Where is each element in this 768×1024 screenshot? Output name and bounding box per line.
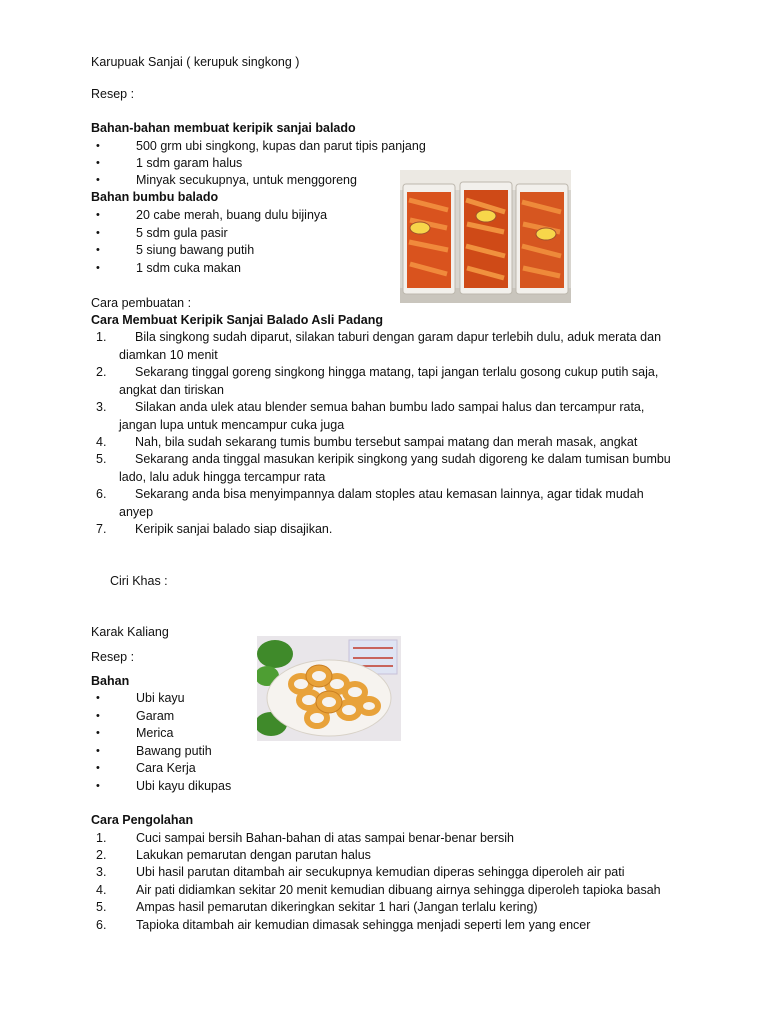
recipe1-ingredients-heading: Bahan-bahan membuat keripik sanjai balado xyxy=(91,121,356,135)
recipe1-step xyxy=(119,451,676,486)
step-number: 4. xyxy=(96,435,107,449)
recipe1-title: Karupuak Sanjai ( kerupuk singkong ) xyxy=(91,55,300,69)
ingredient-item: Minyak secukupnya, untuk menggoreng xyxy=(136,173,357,187)
recipe1-step xyxy=(119,434,676,452)
recipe2-step: Ubi hasil parutan ditambah air secukupnya kemudian diperas sehingga diperoleh air pati xyxy=(136,865,625,879)
spice-item: 1 sdm cuka makan xyxy=(136,261,241,275)
step-text: Bila singkong sudah diparut, silakan taburi dengan garam dapur terlebih dulu, aduk merata dan xyxy=(135,330,662,344)
recipe1-step xyxy=(119,364,676,399)
bullet-glyph: • xyxy=(96,262,100,274)
step-text: Keripik sanjai balado siap disajikan. xyxy=(135,522,333,536)
ingredient-item: Cara Kerja xyxy=(136,761,196,775)
step-number: 5. xyxy=(96,452,107,466)
recipe2-step: Cuci sampai bersih Bahan-bahan di atas sampai benar-benar bersih xyxy=(136,831,514,845)
sanjai-chips-photo xyxy=(400,170,571,303)
step-number: 3. xyxy=(96,400,107,414)
ingredient-item: Merica xyxy=(136,726,174,740)
recipe1-step xyxy=(119,329,676,364)
recipe1-step xyxy=(119,521,676,539)
recipe1-method-heading: Cara Membuat Keripik Sanjai Balado Asli Padang xyxy=(91,313,383,327)
recipe2-process-heading: Cara Pengolahan xyxy=(91,813,194,827)
recipe2-step: Tapioka ditambah air kemudian dimasak sehingga menjadi seperti lem yang encer xyxy=(136,918,591,932)
recipe2-step: Air pati didiamkan sekitar 20 menit kemudian dibuang airnya sehingga diperoleh tapioka basah xyxy=(136,883,661,897)
step-number: 2. xyxy=(96,365,107,379)
step-text: Sekarang anda tinggal masukan keripik singkong yang sudah digoreng ke dalam tumisan bumbu xyxy=(135,452,671,466)
step-text: Silakan anda ulek atau blender semua bahan bumbu lado sampai halus dan tercampur rata, xyxy=(135,400,645,414)
recipe1-resep-label: Resep : xyxy=(91,87,135,101)
recipe2-ingredients-heading: Bahan xyxy=(91,674,130,688)
bullet-glyph: • xyxy=(96,244,100,256)
step-number: 1. xyxy=(96,831,107,845)
step-text-cont: jangan lupa untuk mencampur cuka juga xyxy=(119,417,345,432)
karak-kaliang-illustration xyxy=(257,636,401,741)
step-number: 1. xyxy=(96,330,107,344)
recipe1-spice-heading: Bahan bumbu balado xyxy=(91,190,219,204)
step-number: 6. xyxy=(96,487,107,501)
step-text-cont: diamkan 10 menit xyxy=(119,347,218,362)
ciri-khas-label: Ciri Khas : xyxy=(110,574,168,588)
step-text-cont: anyep xyxy=(119,504,154,519)
bullet-glyph: • xyxy=(96,140,100,152)
bullet-glyph: • xyxy=(96,157,100,169)
ingredient-item: Bawang putih xyxy=(136,744,212,758)
spice-item: 5 siung bawang putih xyxy=(136,243,255,257)
bullet-glyph: • xyxy=(96,227,100,239)
step-text: Sekarang tinggal goreng singkong hingga matang, tapi jangan terlalu gosong cukup putih saja, xyxy=(135,365,659,379)
spice-item: 5 sdm gula pasir xyxy=(136,226,228,240)
bullet-glyph: • xyxy=(96,745,100,757)
step-number: 2. xyxy=(96,848,107,862)
recipe1-step xyxy=(119,486,676,521)
recipe1-step xyxy=(119,399,676,434)
bullet-glyph: • xyxy=(96,762,100,774)
ingredient-item: Ubi kayu xyxy=(136,691,185,705)
ingredient-item: Garam xyxy=(136,709,175,723)
step-text-cont: angkat dan tiriskan xyxy=(119,382,224,397)
step-text: Nah, bila sudah sekarang tumis bumbu tersebut sampai matang dan merah masak, angkat xyxy=(135,435,638,449)
step-number: 7. xyxy=(96,522,107,536)
step-number: 3. xyxy=(96,865,107,879)
karak-kaliang-photo xyxy=(257,636,401,741)
step-number: 4. xyxy=(96,883,107,897)
bullet-glyph: • xyxy=(96,780,100,792)
bullet-glyph: • xyxy=(96,209,100,221)
bullet-glyph: • xyxy=(96,174,100,186)
ingredient-item: 500 grm ubi singkong, kupas dan parut tipis panjang xyxy=(136,139,426,153)
step-text-cont: lado, lalu aduk hingga tercampur rata xyxy=(119,469,326,484)
recipe1-method-label: Cara pembuatan : xyxy=(91,296,192,310)
spice-item: 20 cabe merah, buang dulu bijinya xyxy=(136,208,328,222)
bullet-glyph: • xyxy=(96,692,100,704)
bullet-glyph: • xyxy=(96,710,100,722)
bullet-glyph: • xyxy=(96,727,100,739)
step-number: 6. xyxy=(96,918,107,932)
recipe2-step: Lakukan pemarutan dengan parutan halus xyxy=(136,848,371,862)
step-text: Sekarang anda bisa menyimpannya dalam stoples atau kemasan lainnya, agar tidak mudah xyxy=(135,487,644,501)
sanjai-chips-illustration xyxy=(400,170,571,303)
recipe2-resep-label: Resep : xyxy=(91,650,135,664)
ingredient-item: 1 sdm garam halus xyxy=(136,156,243,170)
step-number: 5. xyxy=(96,900,107,914)
ingredient-item: Ubi kayu dikupas xyxy=(136,779,232,793)
recipe2-title: Karak Kaliang xyxy=(91,625,169,639)
recipe2-step: Ampas hasil pemarutan dikeringkan sekitar 1 hari (Jangan terlalu kering) xyxy=(136,900,538,914)
